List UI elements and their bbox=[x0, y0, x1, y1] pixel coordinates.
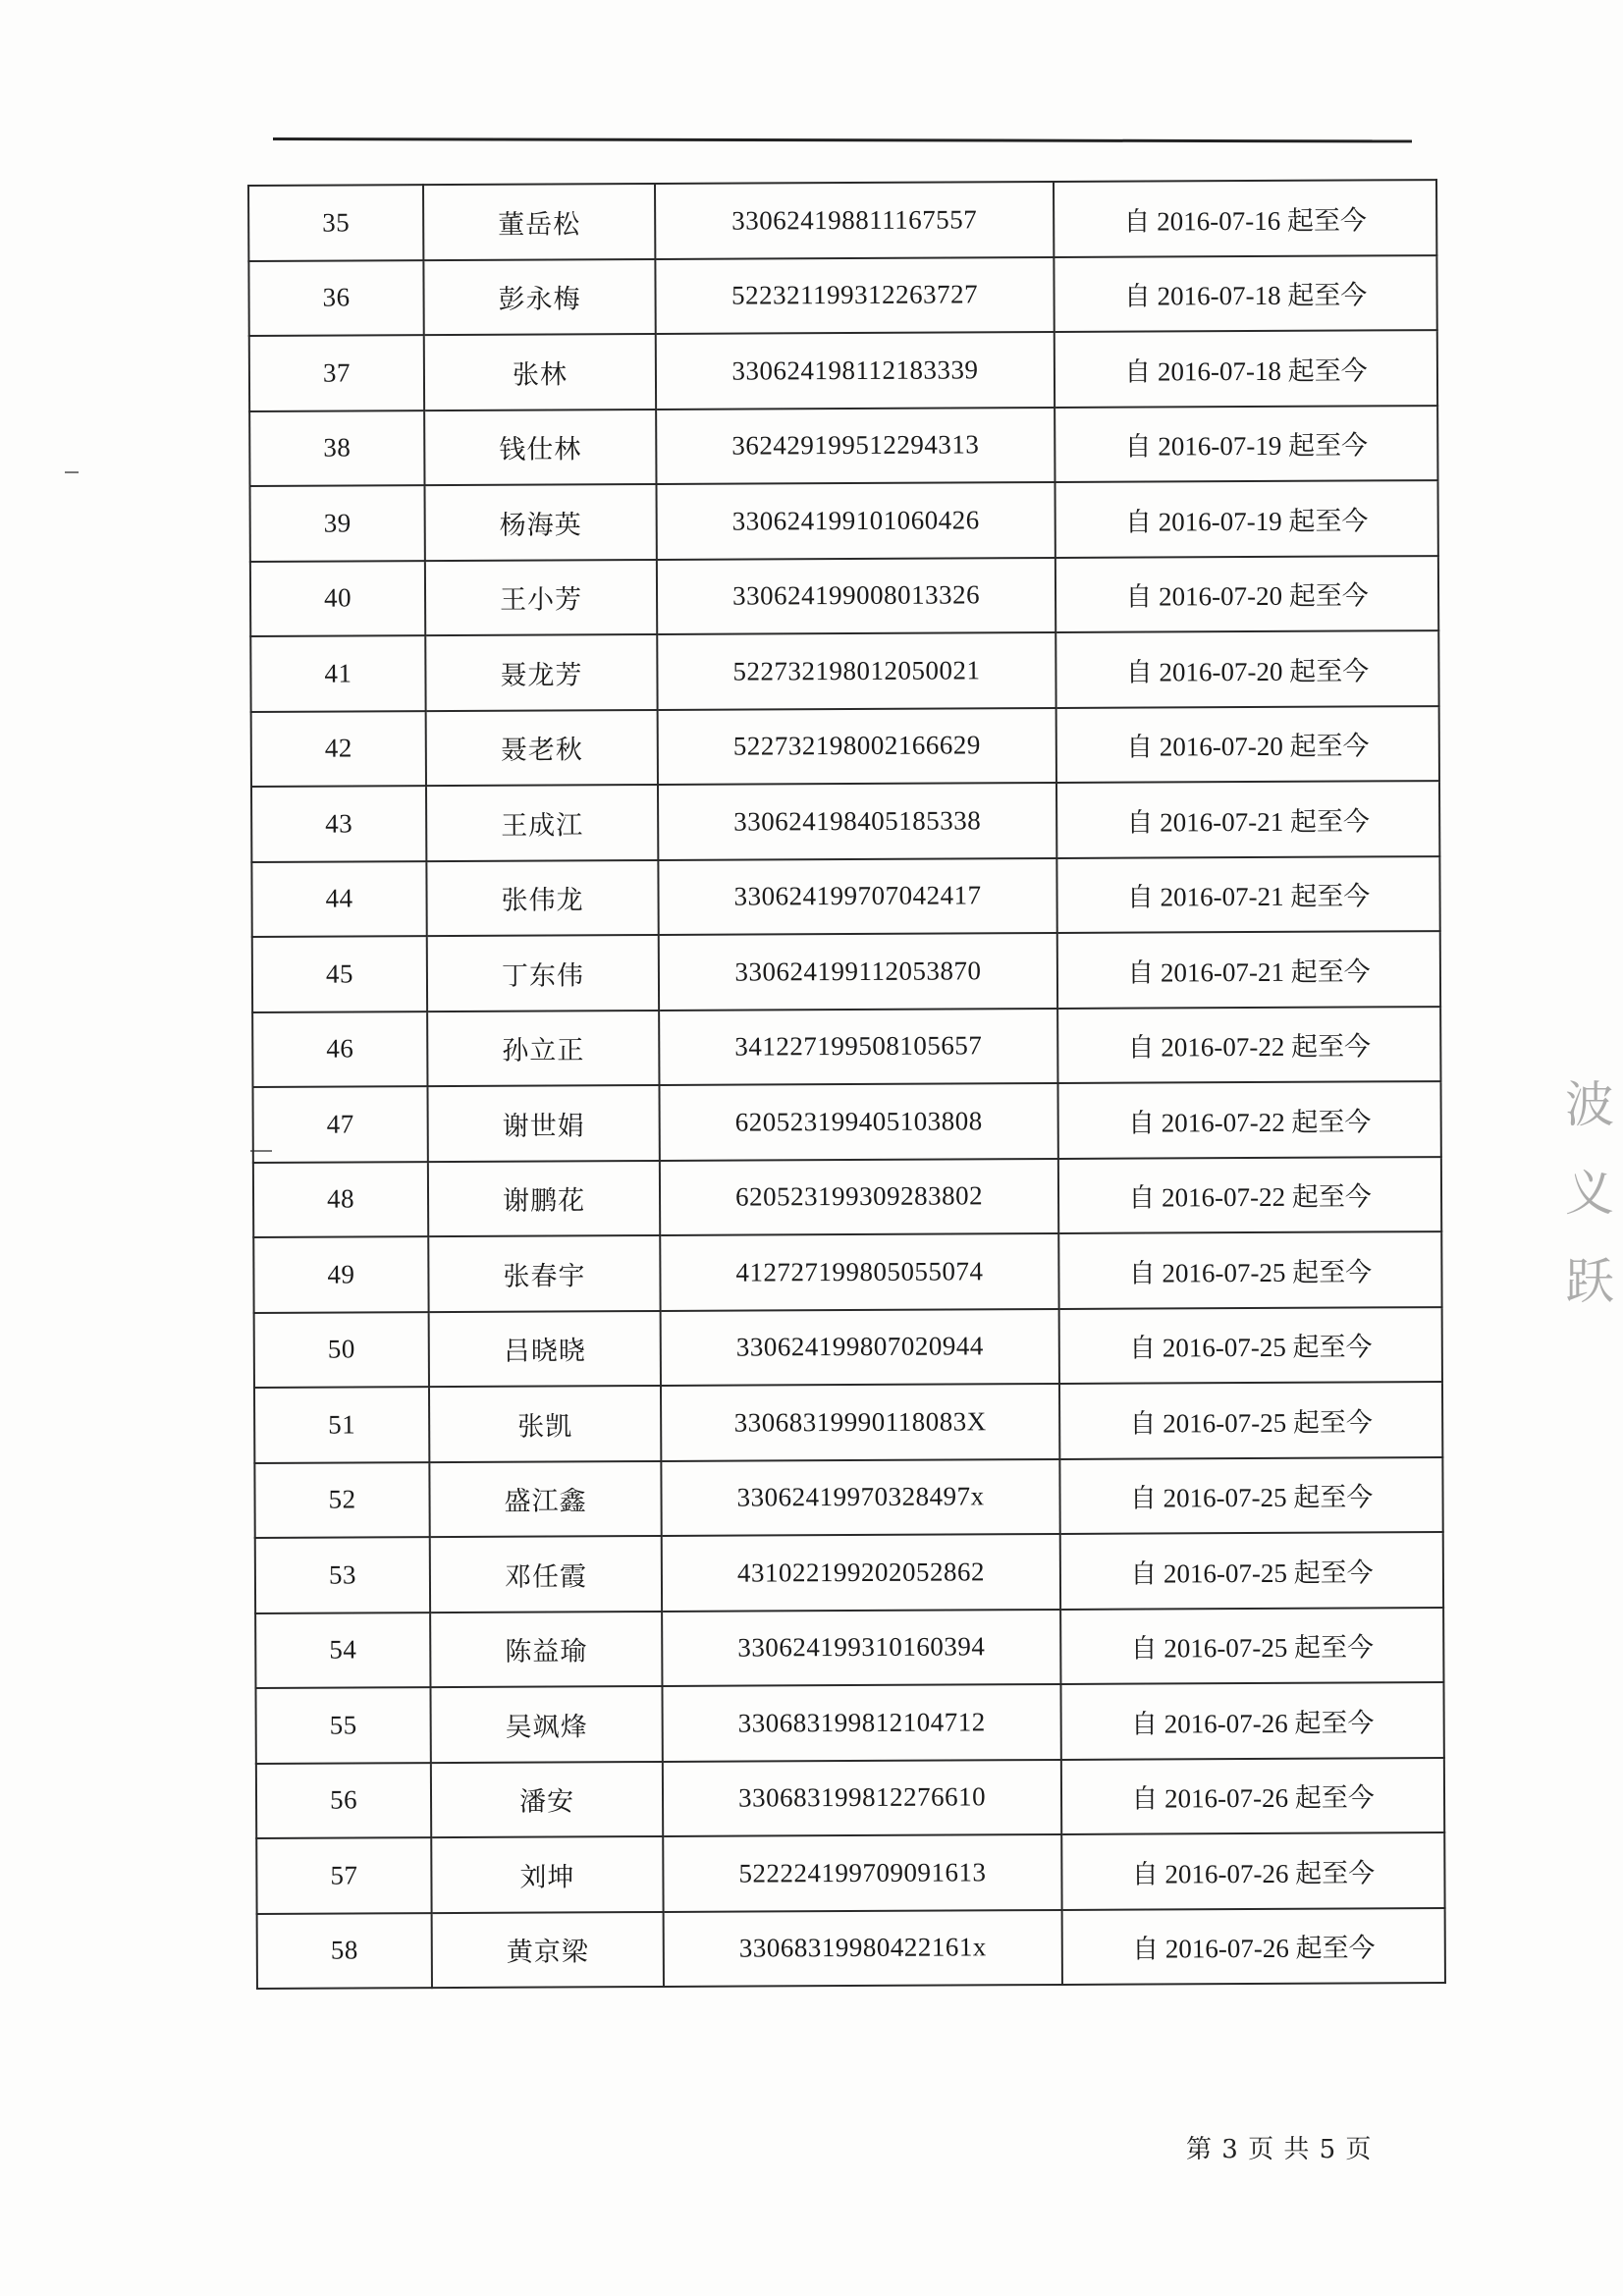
row-number: 50 bbox=[254, 1312, 429, 1388]
id-number: 341227199508105657 bbox=[659, 1008, 1057, 1084]
row-number: 39 bbox=[250, 485, 425, 561]
person-name: 钱仕林 bbox=[424, 409, 656, 485]
row-number: 37 bbox=[249, 335, 424, 410]
employment-date: 自 2016-07-26 起至今 bbox=[1061, 1758, 1444, 1834]
id-number: 33062419970328497x bbox=[661, 1458, 1059, 1535]
employment-date: 自 2016-07-25 起至今 bbox=[1060, 1608, 1443, 1684]
table-row bbox=[255, 1532, 1443, 1613]
person-name: 张林 bbox=[424, 334, 656, 410]
row-number: 55 bbox=[255, 1687, 430, 1763]
id-number: 33068319980422161x bbox=[664, 1909, 1062, 1986]
person-name: 吴飒烽 bbox=[430, 1686, 662, 1763]
person-name: 彭永梅 bbox=[423, 258, 655, 335]
employment-date: 自 2016-07-25 起至今 bbox=[1058, 1231, 1441, 1308]
table-row bbox=[256, 1832, 1444, 1913]
employment-date: 自 2016-07-25 起至今 bbox=[1059, 1307, 1442, 1384]
employment-date: 自 2016-07-25 起至今 bbox=[1059, 1382, 1442, 1458]
person-name: 邓任霞 bbox=[430, 1536, 662, 1613]
row-number: 36 bbox=[248, 260, 423, 336]
row-number: 49 bbox=[253, 1236, 428, 1312]
person-name: 丁东伟 bbox=[427, 935, 659, 1011]
roster-table-body bbox=[248, 180, 1445, 1989]
table-row bbox=[256, 1758, 1444, 1838]
employment-date: 自 2016-07-21 起至今 bbox=[1056, 856, 1439, 933]
employment-date: 自 2016-07-18 起至今 bbox=[1054, 255, 1436, 332]
person-name: 王成江 bbox=[426, 785, 658, 861]
table-row bbox=[248, 180, 1436, 260]
id-number: 330624199101060426 bbox=[656, 482, 1055, 559]
table-row bbox=[249, 330, 1437, 410]
row-number: 42 bbox=[251, 711, 426, 787]
id-number: 330624199008013326 bbox=[657, 557, 1055, 633]
employment-date: 自 2016-07-20 起至今 bbox=[1056, 706, 1439, 783]
employment-date: 自 2016-07-22 起至今 bbox=[1058, 1157, 1441, 1233]
row-number: 35 bbox=[248, 185, 423, 260]
table-row bbox=[251, 781, 1439, 861]
person-name: 董岳松 bbox=[423, 184, 655, 260]
employment-date: 自 2016-07-20 起至今 bbox=[1055, 556, 1438, 632]
employment-date: 自 2016-07-25 起至今 bbox=[1059, 1457, 1442, 1534]
id-number: 620523199309283802 bbox=[660, 1158, 1058, 1234]
table-row bbox=[251, 856, 1439, 937]
person-name: 谢鹏花 bbox=[428, 1160, 660, 1236]
employment-date: 自 2016-07-22 起至今 bbox=[1057, 1081, 1440, 1158]
table-row bbox=[254, 1307, 1442, 1388]
person-name: 陈益瑜 bbox=[430, 1611, 662, 1687]
row-number: 46 bbox=[252, 1011, 427, 1087]
row-number: 54 bbox=[255, 1613, 430, 1688]
row-number: 41 bbox=[250, 635, 425, 711]
id-number: 330683199812276610 bbox=[663, 1759, 1061, 1835]
employment-date: 自 2016-07-21 起至今 bbox=[1056, 781, 1439, 857]
person-name: 聂龙芳 bbox=[425, 634, 657, 711]
id-number: 330624199112053870 bbox=[659, 933, 1057, 1010]
person-name: 张春宇 bbox=[428, 1235, 660, 1312]
employment-date: 自 2016-07-21 起至今 bbox=[1057, 931, 1440, 1008]
row-number: 51 bbox=[254, 1387, 429, 1462]
id-number: 330624198811167557 bbox=[655, 182, 1054, 258]
person-name: 张伟龙 bbox=[426, 859, 658, 936]
person-name: 盛江鑫 bbox=[429, 1460, 661, 1537]
row-number: 48 bbox=[253, 1162, 428, 1237]
id-number: 33068319990118083X bbox=[661, 1384, 1059, 1460]
id-number: 431022199202052862 bbox=[662, 1534, 1060, 1611]
seal-character: 波 bbox=[1565, 1076, 1614, 1133]
person-name: 刘坤 bbox=[431, 1836, 663, 1913]
row-number: 45 bbox=[252, 936, 427, 1011]
table-row bbox=[250, 556, 1438, 636]
employment-date: 自 2016-07-22 起至今 bbox=[1057, 1007, 1440, 1083]
employment-date: 自 2016-07-19 起至今 bbox=[1055, 406, 1437, 482]
row-number: 56 bbox=[256, 1763, 431, 1838]
employment-date: 自 2016-07-19 起至今 bbox=[1055, 480, 1437, 557]
id-number: 330624198405185338 bbox=[658, 783, 1056, 859]
table-row bbox=[254, 1457, 1442, 1538]
employment-date: 自 2016-07-26 起至今 bbox=[1061, 1832, 1444, 1909]
header-rule bbox=[273, 137, 1412, 142]
table-row bbox=[253, 1157, 1441, 1237]
table-row bbox=[257, 1908, 1445, 1989]
id-number: 330683199812104712 bbox=[662, 1684, 1060, 1761]
table-row bbox=[255, 1608, 1443, 1688]
id-number: 330624198112183339 bbox=[656, 332, 1055, 409]
table-row bbox=[255, 1682, 1443, 1763]
page-number: 第 3 页 共 5 页 bbox=[1186, 2135, 1373, 2164]
margin-mark bbox=[65, 471, 79, 473]
id-number: 330624199310160394 bbox=[662, 1609, 1060, 1685]
table-row bbox=[254, 1382, 1442, 1462]
person-name: 吕晓晓 bbox=[429, 1310, 661, 1387]
seal-stamp-edge bbox=[1559, 1061, 1620, 1355]
id-number: 522732198012050021 bbox=[657, 632, 1055, 709]
id-number: 522732198002166629 bbox=[658, 707, 1056, 784]
id-number: 362429199512294313 bbox=[656, 407, 1055, 483]
person-name: 黄京梁 bbox=[432, 1911, 664, 1988]
row-number: 58 bbox=[257, 1913, 432, 1989]
person-name: 聂老秋 bbox=[426, 709, 658, 786]
row-number: 44 bbox=[251, 861, 426, 937]
table-row bbox=[252, 1081, 1440, 1162]
table-row bbox=[251, 706, 1439, 787]
id-number: 412727199805055074 bbox=[660, 1233, 1058, 1310]
person-name: 杨海英 bbox=[424, 484, 656, 561]
id-number: 522321199312263727 bbox=[655, 256, 1054, 333]
id-number: 620523199405103808 bbox=[659, 1083, 1057, 1160]
row-number: 38 bbox=[249, 410, 424, 486]
table-row bbox=[250, 480, 1438, 561]
table-row bbox=[252, 1007, 1440, 1087]
person-name: 孙立正 bbox=[427, 1010, 659, 1086]
table-row bbox=[248, 255, 1436, 336]
row-number: 53 bbox=[255, 1537, 430, 1613]
employment-date: 自 2016-07-20 起至今 bbox=[1055, 630, 1438, 707]
row-number: 52 bbox=[254, 1462, 429, 1538]
roster-table bbox=[247, 179, 1446, 1990]
seal-character: 跃 bbox=[1565, 1253, 1614, 1310]
roster-table-wrapper bbox=[247, 179, 1444, 1990]
employment-date: 自 2016-07-25 起至今 bbox=[1060, 1532, 1443, 1609]
employment-date: 自 2016-07-26 起至今 bbox=[1062, 1908, 1445, 1985]
row-number: 57 bbox=[256, 1837, 431, 1913]
id-number: 330624199807020944 bbox=[661, 1308, 1059, 1385]
table-row bbox=[253, 1231, 1441, 1312]
employment-date: 自 2016-07-26 起至今 bbox=[1060, 1682, 1443, 1759]
employment-date: 自 2016-07-16 起至今 bbox=[1054, 180, 1436, 256]
id-number: 522224199709091613 bbox=[663, 1834, 1061, 1911]
person-name: 潘安 bbox=[431, 1761, 663, 1837]
row-number: 47 bbox=[252, 1086, 427, 1162]
person-name: 王小芳 bbox=[425, 559, 657, 635]
row-number: 40 bbox=[250, 561, 425, 636]
table-row bbox=[250, 630, 1438, 711]
table-row bbox=[252, 931, 1440, 1011]
row-number: 43 bbox=[251, 786, 426, 861]
table-row bbox=[249, 406, 1437, 486]
id-number: 330624199707042417 bbox=[658, 857, 1056, 934]
person-name: 谢世娟 bbox=[427, 1085, 659, 1162]
person-name: 张凯 bbox=[429, 1386, 661, 1462]
employment-date: 自 2016-07-18 起至今 bbox=[1055, 330, 1437, 407]
seal-character: 义 bbox=[1565, 1165, 1614, 1222]
